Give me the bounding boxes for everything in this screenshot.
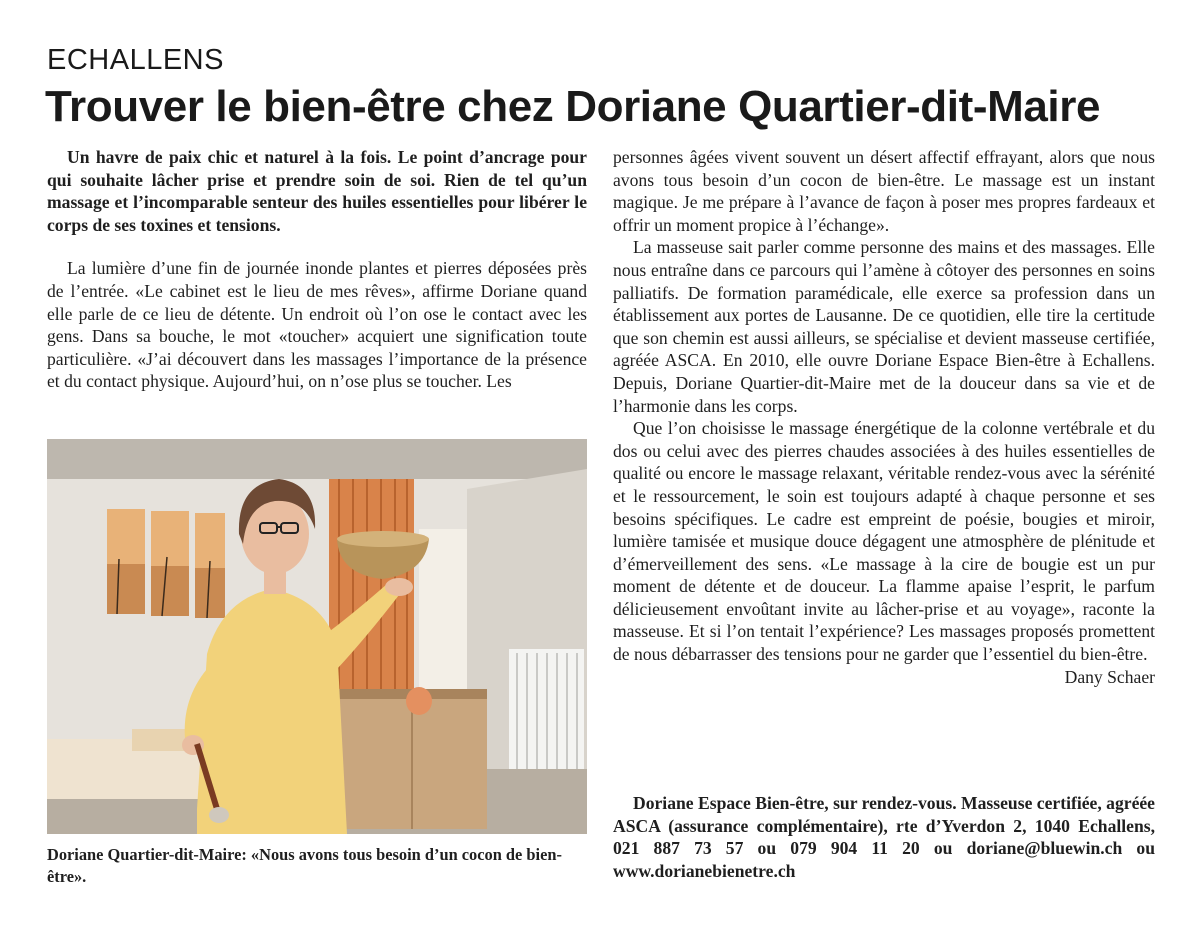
section-kicker: ECHALLENS — [47, 44, 224, 76]
article-headline: Trouver le bien-être chez Doriane Quartier-dit-Maire — [45, 82, 1101, 131]
article-lead: Un havre de paix chic et naturel à la fois. Le point d’ancrage pour qui souhaite lâcher prise et prendre soin de soi. Rien de tel qu’un massage et l’incomparable senteur des huiles essentielles pour libérer le corps de ses toxines et tensions. — [47, 147, 587, 235]
body-paragraph-3: La masseuse sait parler comme personne des mains et des massages. Elle nous entraîne dans ce parcours qui l’amène à côtoyer des personnes en soins palliatifs. De formation paramédicale, elle exerce sa profession dans un établissement aux portes de Lausanne. De ce quotidien, elle tire la certitude que son chemin est aussi ailleurs, se spécialise et devient masseuse certifiée, agréée ASCA. En 2010, elle ouvre Doriane Espace Bien-être à Echallens. Depuis, Doriane Quartier-dit-Maire met de la douceur dans sa vie et de l’harmonie dans les corps. — [613, 237, 1155, 416]
body-paragraph-1: La lumière d’une fin de journée inonde plantes et pierres déposées près de l’entrée. «Le cabinet est le lieu de mes rêves», affirme Doriane quand elle parle de ce lieu de détente. Un endroit où l’on ose le contact avec les gens. Dans sa bouche, le mot «toucher» acquiert une signification toute particulière. «J’ai découvert dans les massages l’importance de la présence et du contact physique. Aujourd’hui, on n’ose plus se toucher. Les — [47, 258, 587, 392]
body-paragraph-4: Que l’on choisisse le massage énergétique de la colonne vertébrale et du dos ou celui avec des pierres chaudes associées à des huiles essentielles de qualité ou encore le massage relaxant, véritable rendez-vous avec la sérénité et le ressourcement, le soin est toujours adapté à chaque personne et ses besoins spécifiques. Le cadre est empreint de poésie, bougies et miroir, lumière tamisée et musique douce dégagent une atmosphère de plénitude et d’émerveillement des sens. «Le massage à la cire de bougie est un pur moment de détente et de douceur. La flamme apaise l’esprit, le parfum délicieusement envoûtant invite au lâcher-prise et au voyage», raconte la masseuse. Et si l’on tentait l’expérience? Les massages proposés promettent de nous débarrasser des tensions pour ne garder que l’essentiel du bien-être. — [613, 418, 1155, 665]
contact-info: Doriane Espace Bien-être, sur rendez-vous. Masseuse certifiée, agréée ASCA (assurance complémentaire), rte d’Yverdon 2, 1040 Echallens, 021 887 73 57 ou 079 904 11 20 ou doriane@bluewin.ch ou www.dorianebienetre.ch — [613, 793, 1155, 881]
photo-illustration — [47, 439, 587, 834]
photo-caption: Doriane Quartier-dit-Maire: «Nous avons tous besoin d’un cocon de bien-être». — [47, 845, 562, 886]
body-paragraph-2: personnes âgées vivent souvent un désert affectif effrayant, alors que nous avons tous besoin d’un cocon de bien-être. Le massage est un instant magique. Je me prépare à l’avance de façon à poser mes propres fardeaux et offrir un moment propice à l’échange». — [613, 147, 1155, 235]
right-column — [613, 146, 1155, 688]
author-byline: Dany Schaer — [1064, 666, 1155, 687]
left-column — [47, 146, 587, 393]
article-photo — [47, 439, 587, 834]
